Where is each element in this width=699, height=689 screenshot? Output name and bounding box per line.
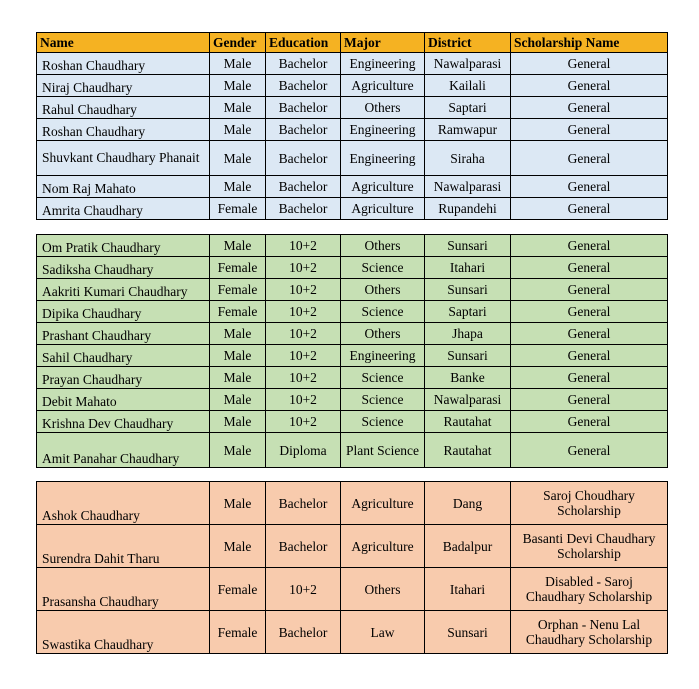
table-row <box>37 97 668 119</box>
cell-name: Dipika Chaudhary <box>37 301 210 323</box>
cell-gender: Male <box>210 482 266 525</box>
cell-major: Others <box>341 235 425 257</box>
cell-education: 10+2 <box>266 389 341 411</box>
cell-education: Bachelor <box>266 198 341 220</box>
cell-district: Nawalparasi <box>425 53 511 75</box>
cell-district: Sunsari <box>425 279 511 301</box>
cell-major: Engineering <box>341 53 425 75</box>
cell-major: Agriculture <box>341 525 425 568</box>
cell-gender: Male <box>210 176 266 198</box>
header-district: District <box>425 33 511 53</box>
cell-gender: Male <box>210 323 266 345</box>
cell-education: 10+2 <box>266 568 341 611</box>
cell-scholarship: General <box>511 97 668 119</box>
cell-gender: Male <box>210 235 266 257</box>
cell-gender: Male <box>210 433 266 468</box>
table-row <box>37 367 668 389</box>
cell-major: Others <box>341 279 425 301</box>
cell-gender: Female <box>210 568 266 611</box>
cell-major: Science <box>341 301 425 323</box>
table-row <box>37 433 668 468</box>
table-row <box>37 235 668 257</box>
cell-district: Jhapa <box>425 323 511 345</box>
cell-gender: Male <box>210 345 266 367</box>
cell-education: 10+2 <box>266 411 341 433</box>
cell-district: Sunsari <box>425 611 511 654</box>
cell-name: Amrita Chaudhary <box>37 198 210 220</box>
cell-major: Plant Science <box>341 433 425 468</box>
cell-district: Nawalparasi <box>425 176 511 198</box>
cell-name: Ashok Chaudhary <box>37 482 210 525</box>
cell-major: Science <box>341 411 425 433</box>
cell-scholarship: General <box>511 75 668 97</box>
cell-scholarship: General <box>511 141 668 176</box>
table-row <box>37 411 668 433</box>
cell-name: Prasansha Chaudhary <box>37 568 210 611</box>
general-bachelor-table <box>36 32 668 220</box>
cell-name: Shuvkant Chaudhary Phanait <box>37 141 210 176</box>
table-row <box>37 75 668 97</box>
cell-name: Niraj Chaudhary <box>37 75 210 97</box>
header-education: Education <box>266 33 341 53</box>
cell-scholarship: General <box>511 119 668 141</box>
cell-gender: Female <box>210 198 266 220</box>
cell-scholarship: General <box>511 235 668 257</box>
general-school-table <box>36 234 668 468</box>
cell-scholarship: General <box>511 257 668 279</box>
table-row <box>37 611 668 654</box>
cell-scholarship: Basanti Devi Chaudhary Scholarship <box>511 525 668 568</box>
cell-district: Nawalparasi <box>425 389 511 411</box>
cell-scholarship: General <box>511 53 668 75</box>
cell-education: Bachelor <box>266 525 341 568</box>
cell-scholarship: General <box>511 301 668 323</box>
cell-name: Rahul Chaudhary <box>37 97 210 119</box>
cell-gender: Female <box>210 611 266 654</box>
table-row <box>37 323 668 345</box>
cell-gender: Female <box>210 279 266 301</box>
cell-education: 10+2 <box>266 301 341 323</box>
cell-name: Sahil Chaudhary <box>37 345 210 367</box>
cell-name: Debit Mahato <box>37 389 210 411</box>
cell-district: Rupandehi <box>425 198 511 220</box>
cell-name: Prashant Chaudhary <box>37 323 210 345</box>
table-row <box>37 389 668 411</box>
table-row <box>37 482 668 525</box>
cell-gender: Male <box>210 75 266 97</box>
cell-name: Surendra Dahit Tharu <box>37 525 210 568</box>
cell-education: Diploma <box>266 433 341 468</box>
cell-name: Amit Panahar Chaudhary <box>37 433 210 468</box>
cell-name: Swastika Chaudhary <box>37 611 210 654</box>
cell-education: Bachelor <box>266 482 341 525</box>
cell-district: Banke <box>425 367 511 389</box>
cell-name: Aakriti Kumari Chaudhary <box>37 279 210 301</box>
cell-name: Prayan Chaudhary <box>37 367 210 389</box>
header-scholarship: Scholarship Name <box>511 33 668 53</box>
cell-district: Sunsari <box>425 345 511 367</box>
cell-district: Rautahat <box>425 433 511 468</box>
cell-major: Science <box>341 389 425 411</box>
cell-major: Others <box>341 323 425 345</box>
cell-district: Kailali <box>425 75 511 97</box>
cell-education: 10+2 <box>266 235 341 257</box>
cell-gender: Female <box>210 257 266 279</box>
cell-district: Badalpur <box>425 525 511 568</box>
cell-gender: Male <box>210 411 266 433</box>
cell-scholarship: General <box>511 323 668 345</box>
cell-major: Agriculture <box>341 198 425 220</box>
cell-scholarship: General <box>511 345 668 367</box>
cell-district: Rautahat <box>425 411 511 433</box>
cell-name: Roshan Chaudhary <box>37 53 210 75</box>
cell-district: Dang <box>425 482 511 525</box>
cell-major: Agriculture <box>341 176 425 198</box>
table-row <box>37 176 668 198</box>
cell-name: Krishna Dev Chaudhary <box>37 411 210 433</box>
cell-name: Sadiksha Chaudhary <box>37 257 210 279</box>
cell-major: Science <box>341 257 425 279</box>
cell-education: Bachelor <box>266 119 341 141</box>
cell-scholarship: General <box>511 389 668 411</box>
table-row <box>37 257 668 279</box>
named-scholarship-table <box>36 481 668 654</box>
cell-name: Roshan Chaudhary <box>37 119 210 141</box>
cell-gender: Female <box>210 301 266 323</box>
cell-scholarship: Orphan - Nenu Lal Chaudhary Scholarship <box>511 611 668 654</box>
table-row <box>37 141 668 176</box>
cell-major: Engineering <box>341 141 425 176</box>
table-row <box>37 53 668 75</box>
cell-education: 10+2 <box>266 257 341 279</box>
table-row <box>37 568 668 611</box>
cell-major: Others <box>341 97 425 119</box>
cell-scholarship: General <box>511 433 668 468</box>
cell-education: Bachelor <box>266 176 341 198</box>
cell-gender: Male <box>210 525 266 568</box>
cell-education: Bachelor <box>266 75 341 97</box>
cell-gender: Male <box>210 119 266 141</box>
cell-education: Bachelor <box>266 141 341 176</box>
cell-major: Engineering <box>341 119 425 141</box>
cell-education: Bachelor <box>266 611 341 654</box>
table-row <box>37 198 668 220</box>
cell-major: Agriculture <box>341 75 425 97</box>
cell-major: Science <box>341 367 425 389</box>
cell-scholarship: General <box>511 198 668 220</box>
cell-major: Engineering <box>341 345 425 367</box>
cell-scholarship: General <box>511 411 668 433</box>
cell-scholarship: General <box>511 367 668 389</box>
cell-scholarship: Saroj Choudhary Scholarship <box>511 482 668 525</box>
cell-gender: Male <box>210 97 266 119</box>
cell-gender: Male <box>210 389 266 411</box>
cell-education: 10+2 <box>266 323 341 345</box>
cell-scholarship: Disabled - Saroj Chaudhary Scholarship <box>511 568 668 611</box>
cell-gender: Male <box>210 53 266 75</box>
cell-gender: Male <box>210 367 266 389</box>
cell-education: Bachelor <box>266 97 341 119</box>
cell-scholarship: General <box>511 176 668 198</box>
cell-district: Saptari <box>425 301 511 323</box>
cell-gender: Male <box>210 141 266 176</box>
cell-district: Siraha <box>425 141 511 176</box>
cell-district: Itahari <box>425 568 511 611</box>
table-row <box>37 525 668 568</box>
table-row <box>37 279 668 301</box>
table-row <box>37 345 668 367</box>
table-row <box>37 119 668 141</box>
cell-district: Saptari <box>425 97 511 119</box>
cell-major: Agriculture <box>341 482 425 525</box>
cell-district: Ramwapur <box>425 119 511 141</box>
cell-education: 10+2 <box>266 279 341 301</box>
cell-education: 10+2 <box>266 345 341 367</box>
cell-scholarship: General <box>511 279 668 301</box>
cell-name: Nom Raj Mahato <box>37 176 210 198</box>
cell-major: Law <box>341 611 425 654</box>
table-row <box>37 301 668 323</box>
cell-name: Om Pratik Chaudhary <box>37 235 210 257</box>
cell-district: Itahari <box>425 257 511 279</box>
header-name: Name <box>37 33 210 53</box>
cell-major: Others <box>341 568 425 611</box>
header-major: Major <box>341 33 425 53</box>
cell-district: Sunsari <box>425 235 511 257</box>
cell-education: Bachelor <box>266 53 341 75</box>
header-gender: Gender <box>210 33 266 53</box>
cell-education: 10+2 <box>266 367 341 389</box>
header-row <box>37 33 668 53</box>
